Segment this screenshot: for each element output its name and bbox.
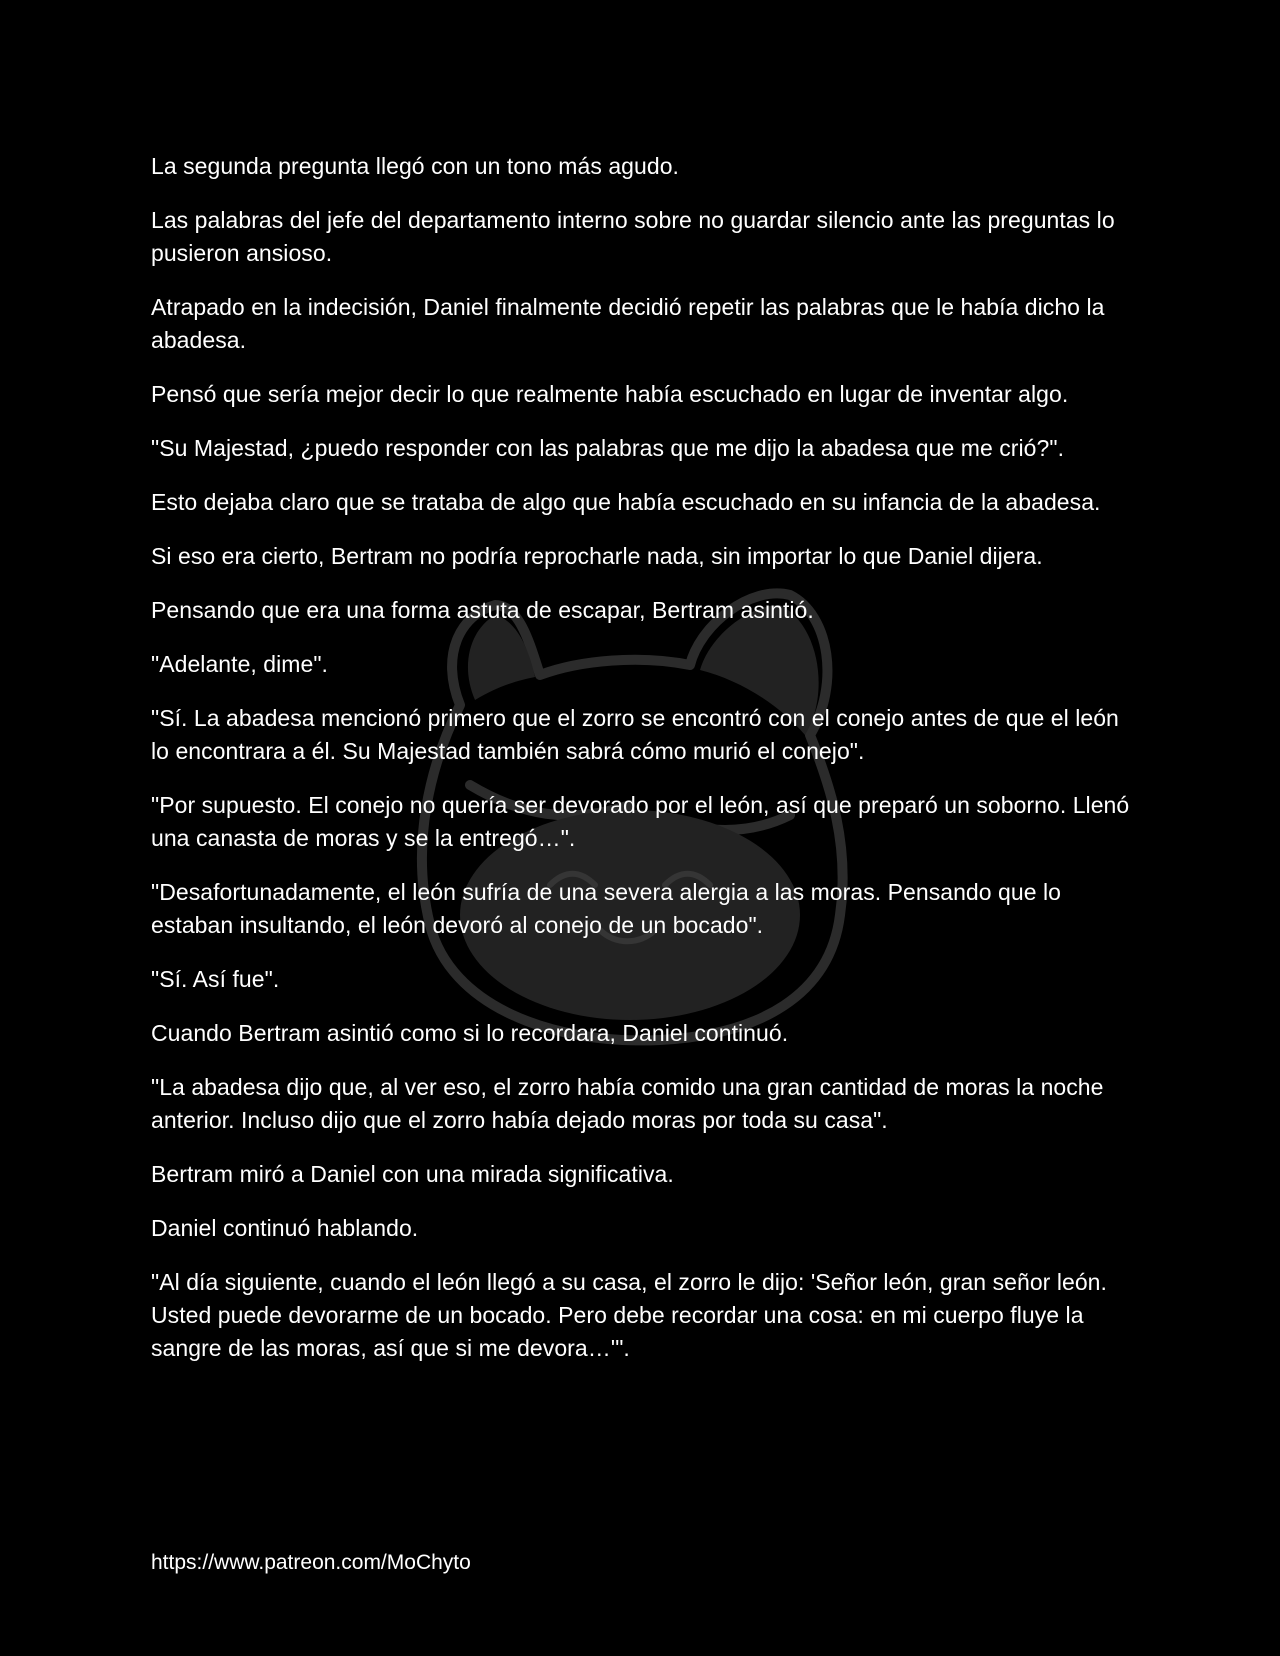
- paragraph: Bertram miró a Daniel con una mirada significativa.: [151, 1161, 674, 1187]
- paragraph: "Desafortunadamente, el león sufría de una severa alergia a las moras. Pensando que lo estaban insultando, el león devoró al conejo de un bocado".: [151, 879, 1062, 938]
- paragraph: La segunda pregunta llegó con un tono más agudo.: [151, 153, 679, 179]
- paragraph: Las palabras del jefe del departamento interno sobre no guardar silencio ante las preguntas lo pusieron ansioso.: [151, 207, 1115, 266]
- paragraph: Atrapado en la indecisión, Daniel finalmente decidió repetir las palabras que le había dicho la abadesa.: [151, 294, 1105, 353]
- patreon-link[interactable]: https://www.patreon.com/MoChyto: [151, 1551, 471, 1574]
- paragraph: "Por supuesto. El conejo no quería ser devorado por el león, así que preparó un soborno. Llenó una canasta de moras y se la entregó…".: [151, 792, 1130, 851]
- chapter-text: [151, 150, 1136, 1386]
- paragraph: Si eso era cierto, Bertram no podría reprocharle nada, sin importar lo que Daniel dijera.: [151, 543, 1043, 569]
- paragraph: Daniel continuó hablando.: [151, 1215, 419, 1241]
- paragraph: Pensando que era una forma astuta de escapar, Bertram asintió.: [151, 597, 814, 623]
- paragraph: "La abadesa dijo que, al ver eso, el zorro había comido una gran cantidad de moras la noche anterior. Incluso dijo que el zorro había dejado moras por toda su casa".: [151, 1074, 1104, 1133]
- paragraph: "Adelante, dime".: [151, 651, 328, 677]
- paragraph: "Su Majestad, ¿puedo responder con las palabras que me dijo la abadesa que me crió?".: [151, 435, 1065, 461]
- paragraph: Pensó que sería mejor decir lo que realmente había escuchado en lugar de inventar algo.: [151, 381, 1069, 407]
- paragraph: "Sí. La abadesa mencionó primero que el zorro se encontró con el conejo antes de que el león lo encontrara a él. Su Majestad también sabrá cómo murió el conejo".: [151, 705, 1119, 764]
- paragraph: "Al día siguiente, cuando el león llegó a su casa, el zorro le dijo: 'Señor león, gran señor león. Usted puede devorarme de un bocado. Pero debe recordar una cosa: en mi cuerpo fluye la sangre de las moras, así que si me devora…'".: [151, 1269, 1107, 1361]
- paragraph: Cuando Bertram asintió como si lo recordara, Daniel continuó.: [151, 1020, 789, 1046]
- paragraph: "Sí. Así fue".: [151, 966, 280, 992]
- paragraph: Esto dejaba claro que se trataba de algo que había escuchado en su infancia de la abadesa.: [151, 489, 1101, 515]
